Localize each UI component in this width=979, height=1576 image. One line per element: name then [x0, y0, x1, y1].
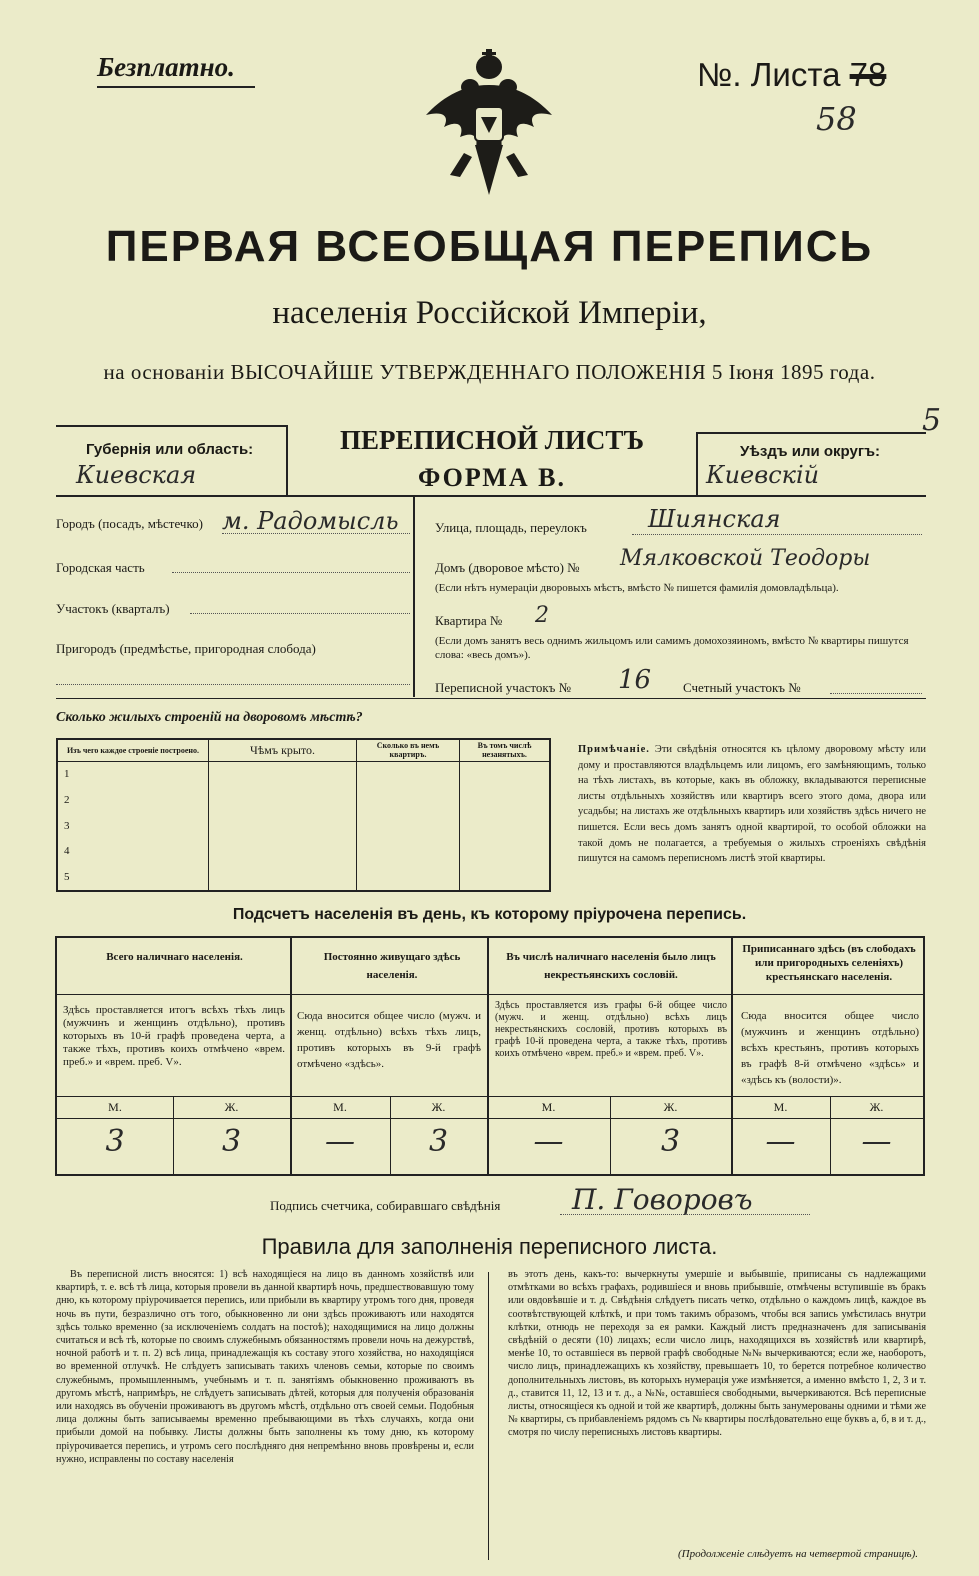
col2-zh-value: 3	[428, 1124, 449, 1159]
apartment-label: Квартира №	[435, 613, 503, 628]
rules-title: Правила для заполненія переписного листа.	[261, 1234, 718, 1259]
table-row	[57, 813, 550, 838]
note-block	[578, 742, 926, 867]
suburb-line	[56, 684, 410, 685]
col1-m-value: 3	[105, 1124, 125, 1159]
suburb-label: Пригородъ (предмѣстье, пригородная слобода)	[56, 641, 316, 656]
town-label: Городъ (посадъ, мѣстечко)	[56, 516, 203, 531]
rules-right-column: въ этотъ день, какъ-то: вычеркнуты умершіе и выбывшіе, приписаны съ надлежащими отмѣтками во всѣхъ графахъ, родившіеся и вновь прибывшіе, отмѣчены вступившіе въ бракъ или овдовѣвшіе и т. д. Свѣдѣнія слѣдуетъ писать четко, отдѣльно о каждомъ лицѣ, каждое въ соотвѣтствующей клѣткѣ, и при томъ такимъ образомъ, чтобы вся запись умѣстилась внутри клѣтки, отнюдь не переходя за ея рамки. Каждый листъ предназначенъ для записыванія свѣдѣній о десяти (10) лицахъ; если число лицъ, находящихся въ хозяйствѣ или квартирѣ, менѣе 10, то оставшіеся въ первой графѣ свободные №№ вычеркиваются; если же, наоборотъ, число лицъ, принадлежащихъ къ хозяйству, превышаетъ 10, то берется потребное количество дополнительныхъ листовъ, въ которыхъ нумерація уже измѣняется, а именно вмѣсто 1, 2, 3 и т. д., ставится 11, 12, 13 и т. д., а №№, оставшіеся свободными, вычеркиваются. Всѣ переписные листы, относящіеся къ одной и той же квартирѣ, должны быть занумерованы одними и тѣми же № квартиры, съ прибавленіемъ рядомъ съ № квартиры послѣдовательно еще буквъ а, б, в и т. д., смотря по числу переписныхъ листовъ квартиры.	[508, 1269, 926, 1439]
count-col1-head: Всего наличнаго населенія.	[106, 951, 243, 963]
count-col3-head: Въ числѣ наличнаго населенія было лицъ некрестьянскихъ сословій.	[506, 951, 716, 981]
col2-m-label: М.	[333, 1100, 347, 1114]
form-header-box	[56, 403, 942, 497]
col2-zh-label: Ж.	[431, 1100, 446, 1114]
signature-value: П. Говоровъ	[572, 1183, 753, 1216]
apartment-value: 2	[535, 603, 549, 628]
basis-line: на основаніи ВЫСОЧАЙШЕ УТВЕРЖДЕННАГО ПОЛОЖЕНІЯ 5 Іюня 1895 года.	[103, 360, 876, 384]
house-label: Домъ (дворовое мѣсто) №	[435, 560, 580, 575]
area-line	[190, 613, 410, 614]
street-value: Шиянская	[648, 505, 781, 533]
count-col3-desc: Здѣсь проставляется изъ графы 6-й общее число (мужч. и женщ. отдѣльно) всѣхъ лицъ некрестьянскихъ сословій, противъ которыхъ въ графѣ 10-й проведена черта, а также тѣхъ, противъ коихъ отмѣчено «врем. преб.» и «врем. преб. V».	[495, 1000, 727, 1059]
city-part-line	[172, 572, 410, 573]
col4-m-label: М.	[773, 1100, 788, 1114]
count-col2-desc: Сюда вносится общее число (мужч. и женщ. отдѣльно) всѣхъ тѣхъ лицъ, противъ которыхъ въ 9-й графѣ отмѣчено «здѣсь».	[297, 1010, 481, 1070]
row-number: 5	[57, 864, 209, 891]
buildings-col-vacant: Въ томъ числѣ незанятыхъ.	[460, 739, 551, 761]
free-underline	[97, 86, 255, 88]
row-number: 2	[57, 787, 209, 812]
count-title: Подсчетъ населенія въ день, къ которому пріурочена перепись.	[232, 906, 747, 923]
census-area-label: Переписной участокъ №	[435, 680, 572, 695]
col1-zh-label: Ж.	[224, 1100, 239, 1114]
town-value: м. Радомысль	[222, 507, 399, 535]
imperial-eagle-emblem	[420, 45, 558, 195]
table-row	[57, 787, 550, 812]
census-sheet-title: ПЕРЕПИСНОЙ ЛИСТЪ	[339, 425, 645, 455]
col3-zh-label: Ж.	[663, 1100, 678, 1114]
rules-divider	[488, 1272, 489, 1560]
note-heading: Примѣчаніе.	[578, 744, 650, 755]
rules-left-column: Въ переписной листъ вносятся: 1) всѣ находящіеся на лицо въ данномъ хозяйствѣ или квартирѣ, т. е. всѣ тѣ лица, которыя провели въ данной квартирѣ ночь, предшествовавшую тому дню, къ которому пріурочивается перепись, или прибыли въ квартиру утромъ того дня, проведя ночь въ пути, безразлично отъ того, обыкновенно ли они здѣсь проживаютъ или находятся здѣсь только временно (за исключеніемъ солдатъ на постоѣ); находящимися на лицо должны считаться и всѣ тѣ, которые по своимъ служебнымъ обязанностямъ провели ночь на дежурствѣ, ночной работѣ и т. п. 2) всѣ лица, принадлежащія къ составу этого хозяйства, но находящіяся во временной отлучкѣ. Не слѣдуетъ записывать такихъ членовъ семьи, которые по своимъ служебнымъ, промышленнымъ, учебнымъ и т. п. занятіямъ обыкновенно проживаютъ въ другомъ мѣстѣ, напримѣръ, не слѣдуетъ записывать дѣтей, которыя для полученія образованія или находясь въ обученіи проживаютъ въ другомъ мѣстѣ, отдѣльно отъ своей семьи. Подобныя лица должны быть записываемы временно пребывающими въ тѣхъ случаяхъ, когда они прибыли домой на побывку. Листы должны быть заполнены къ тому дню, къ которому пріурочивается перепись, и утромъ сего послѣдняго дня непремѣнно вновь провѣрены и, если нужно, исправлены по составу населенія	[56, 1269, 474, 1465]
rules-continued: (Продолженіе слѣдуетъ на четвертой страницѣ).	[678, 1548, 918, 1560]
sheet-number-handwritten: 58	[816, 100, 857, 138]
corner-mark: 5	[922, 403, 942, 438]
district-value: Киевскій	[706, 461, 820, 489]
main-title: ПЕРВАЯ ВСЕОБЩАЯ ПЕРЕПИСЬ	[105, 222, 874, 271]
count-area-label: Счетный участокъ №	[683, 680, 801, 695]
sheet-number-label	[697, 56, 886, 94]
sheet-number-text: №. Листа	[697, 56, 841, 93]
col4-m-value: —	[765, 1124, 796, 1159]
col4-zh-value: —	[861, 1124, 892, 1159]
count-table	[55, 936, 925, 1176]
subtitle: населенія Россійской Имперіи,	[272, 295, 707, 331]
buildings-col-material: Изъ чего каждое строеніе построено.	[57, 739, 209, 761]
count-area-line	[830, 693, 922, 694]
census-area-value: 16	[618, 665, 652, 695]
city-part-label: Городская часть	[56, 560, 145, 575]
col1-m-label: М.	[108, 1100, 122, 1114]
count-col2-head: Постоянно живущаго здѣсь населенія.	[323, 951, 461, 981]
count-col1-desc: Здѣсь проставляется итогъ всѣхъ тѣхъ лицъ (мужчинъ и женщинъ отдѣльно), противъ которыхъ въ 10-й графѣ проведена черта, а также тѣхъ, противъ коихъ отмѣчено «врем. преб.» и «врем. преб. V».	[63, 1004, 285, 1068]
province-label: Губернія или область:	[86, 441, 254, 458]
form-label: ФОРМА В.	[418, 463, 566, 492]
district-label: Уѣздъ или округъ:	[740, 443, 881, 460]
house-value: Мялковской Теодоры	[620, 546, 871, 571]
street-label: Улица, площадь, переулокъ	[435, 520, 587, 535]
buildings-table	[56, 738, 551, 892]
row-number: 4	[57, 838, 209, 863]
apartment-note: (Если домъ занятъ весь однимъ жильцомъ или самимъ домохозяиномъ, вмѣсто № квартиры пишутся слова: «весь домъ»).	[435, 635, 909, 661]
buildings-col-apartments: Сколько въ немъ квартиръ.	[357, 739, 460, 761]
col4-zh-label: Ж.	[869, 1100, 884, 1114]
free-label: Безплатно.	[97, 52, 235, 82]
town-line	[222, 533, 410, 534]
col1-zh-value: 3	[221, 1124, 242, 1159]
col3-m-value: —	[533, 1124, 564, 1159]
address-bottom-rule	[56, 698, 926, 699]
buildings-col-roof: Чѣмъ крыто.	[209, 739, 357, 761]
address-divider	[413, 497, 415, 697]
count-col4-head: Приписаннаго здѣсь (въ слободахъ или пригородныхъ селеніяхъ) крестьянскаго населенія.	[742, 943, 916, 983]
sheet-number-struck: 78	[849, 56, 887, 93]
table-row	[57, 761, 550, 787]
signature-line	[560, 1214, 810, 1215]
note-text: Эти свѣдѣнія относятся къ цѣлому дворовому мѣсту или дому и проставляются владѣльцемъ или лицомъ, его замѣняющимъ, только на тѣхъ листахъ, въ которые, какъ въ обложку, вкладываются переписные листы отдѣльныхъ хозяйствъ или квартиръ всего этого дома, двора или усадьбы; на листахъ же отдѣльныхъ квартиръ или хозяйствъ здѣсь ничего не пишется. Если весь домъ занятъ одной квартирой, то особой обложки на такой домъ не полагается, а требуемыя о жилыхъ строеніяхъ свѣдѣнія пишутся на самомъ переписномъ листѣ этой квартиры.	[578, 744, 926, 865]
col3-m-label: М.	[541, 1100, 556, 1114]
col3-zh-value: 3	[660, 1124, 681, 1159]
table-row	[57, 838, 550, 863]
count-col4-desc: Сюда вносится общее число (мужчинъ и женщинъ отдѣльно) всѣхъ крестьянъ, противъ которыхъ въ графѣ 8-й отмѣчено «здѣсь» и «здѣсь къ (волости)».	[741, 1010, 919, 1086]
col2-m-value: —	[325, 1124, 355, 1159]
street-line	[632, 534, 922, 535]
row-number: 3	[57, 813, 209, 838]
signature-label: Подпись счетчика, собиравшаго свѣдѣнія	[270, 1198, 501, 1213]
buildings-question: Сколько жилыхъ строеній на дворовомъ мѣстѣ?	[56, 710, 363, 725]
table-row	[57, 864, 550, 891]
house-note: (Если нѣтъ нумераціи дворовыхъ мѣстъ, вмѣсто № пишется фамилія домовладѣльца).	[435, 582, 839, 594]
province-value: Киевская	[76, 461, 197, 489]
area-label: Участокъ (кварталъ)	[56, 601, 170, 616]
row-number: 1	[57, 761, 209, 787]
